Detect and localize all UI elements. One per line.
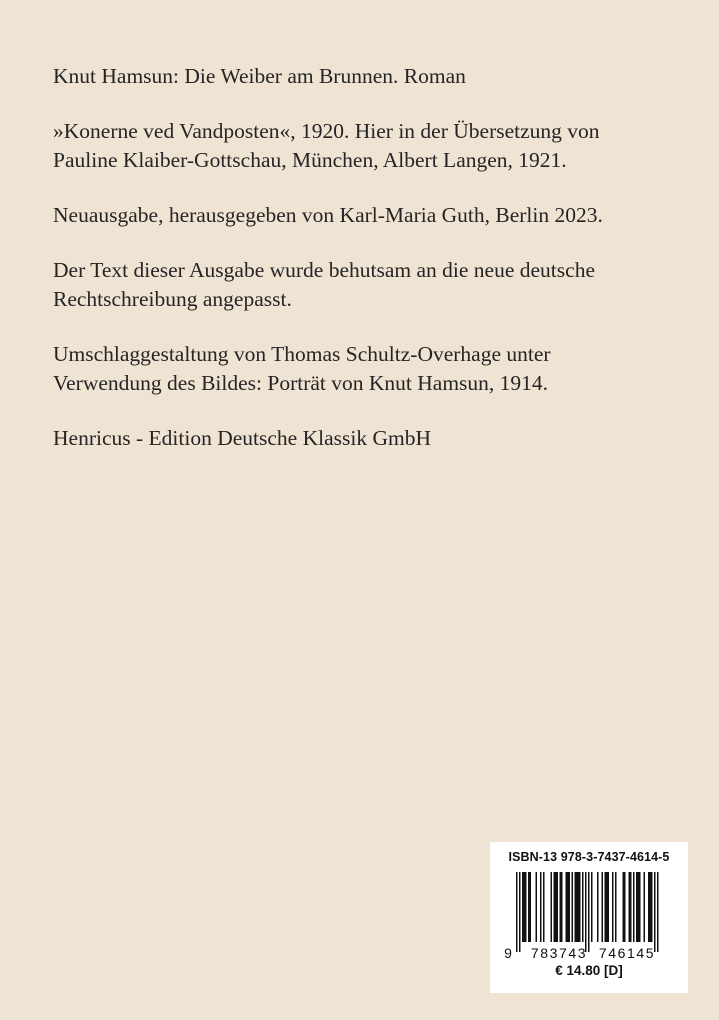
publisher-line: Henricus - Edition Deutsche Klassik GmbH	[53, 426, 431, 450]
barcode-bar	[615, 872, 617, 942]
barcode-guard-bar	[519, 872, 521, 952]
barcode-bars	[516, 872, 659, 952]
barcode-bar	[543, 872, 545, 942]
barcode-bar	[636, 872, 641, 942]
barcode-bar	[554, 872, 559, 942]
barcode-guard-bar	[516, 872, 518, 952]
isbn-number: ISBN-13 978-3-7437-4614-5	[508, 850, 670, 864]
barcode-label	[490, 842, 688, 993]
spelling-line-1: Der Text dieser Ausgabe wurde behutsam an die neue deutsche	[53, 258, 595, 282]
original-edition-paragraph	[53, 117, 673, 175]
barcode-bar	[602, 872, 604, 942]
barcode-first-digit: 9	[504, 945, 512, 960]
publisher-paragraph	[53, 424, 673, 453]
barcode-left-digits: 783743	[530, 945, 588, 960]
barcode-bar	[522, 872, 527, 942]
barcode-bar	[623, 872, 626, 942]
barcode-bar	[648, 872, 653, 942]
barcode-bar	[528, 872, 531, 942]
barcode-guard-bar	[657, 872, 659, 952]
title-paragraph	[53, 62, 673, 91]
barcode-bar	[605, 872, 610, 942]
barcode-bar	[644, 872, 646, 942]
barcode-guard-bar	[588, 872, 590, 952]
edition-paragraph	[53, 201, 673, 230]
cover-line-1: Umschlaggestaltung von Thomas Schultz-Overhage unter	[53, 342, 551, 366]
barcode-bar	[540, 872, 542, 942]
barcode-bar	[582, 872, 584, 942]
barcode-graphic	[504, 872, 674, 960]
spelling-paragraph	[53, 256, 673, 314]
barcode-right-digits: 746145	[598, 945, 656, 960]
barcode-bar	[629, 872, 632, 942]
cover-line-2: Verwendung des Bildes: Porträt von Knut Hamsun, 1914.	[53, 371, 549, 395]
barcode-bar	[566, 872, 571, 942]
title-line: Knut Hamsun: Die Weiber am Brunnen. Roman	[53, 64, 466, 88]
barcode-guard-bar	[654, 872, 656, 952]
barcode-guard-bar	[585, 872, 587, 952]
price-label: € 14.80 [D]	[555, 963, 623, 978]
spelling-line-2: Rechtschreibung angepasst.	[53, 287, 292, 311]
barcode-bar	[575, 872, 581, 942]
barcode-bar	[560, 872, 563, 942]
barcode-bar	[612, 872, 614, 942]
barcode-bar	[633, 872, 635, 942]
barcode-bar	[591, 872, 593, 942]
barcode-bar	[536, 872, 538, 942]
original-line-2: Pauline Klaiber-Gottschau, München, Albert Langen, 1921.	[53, 148, 567, 172]
barcode-bar	[597, 872, 599, 942]
original-line-1: »Konerne ved Vandposten«, 1920. Hier in der Übersetzung von	[53, 119, 600, 143]
barcode-bar	[551, 872, 553, 942]
edition-line: Neuausgabe, herausgegeben von Karl-Maria Guth, Berlin 2023.	[53, 203, 603, 227]
imprint-text	[53, 62, 673, 479]
barcode-bar	[572, 872, 574, 942]
cover-design-paragraph	[53, 340, 673, 398]
